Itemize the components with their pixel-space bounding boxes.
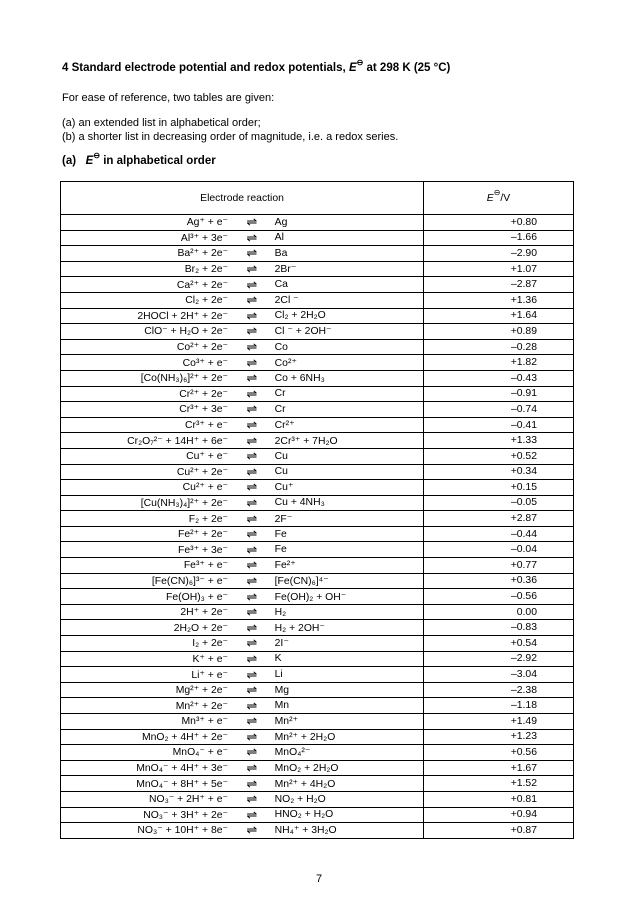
reaction-left: Fe(OH)₃ + e⁻ bbox=[61, 589, 233, 605]
page-number: 7 bbox=[315, 873, 323, 885]
reaction-right: Co bbox=[272, 339, 424, 355]
reaction-left: NO₃⁻ + 10H⁺ + 8e⁻ bbox=[61, 823, 233, 839]
reaction-left: Li⁺ + e⁻ bbox=[61, 667, 233, 683]
reaction-right: K bbox=[272, 651, 424, 667]
reaction-right: Cu⁺ bbox=[272, 480, 424, 496]
potential-value: +1.33 bbox=[424, 433, 574, 449]
table-row bbox=[61, 448, 574, 464]
equilibrium-arrow-icon: ⇌ bbox=[232, 542, 272, 558]
list-item-a: (a) an extended list in alphabetical order; bbox=[62, 117, 261, 129]
potential-value: –0.74 bbox=[424, 402, 574, 418]
reaction-right: Mn bbox=[272, 698, 424, 714]
table-row bbox=[61, 714, 574, 730]
reaction-right: Ba bbox=[272, 246, 424, 262]
reaction-left: Al³⁺ + 3e⁻ bbox=[61, 230, 233, 246]
reaction-right: Cr²⁺ bbox=[272, 417, 424, 433]
equilibrium-arrow-icon: ⇌ bbox=[232, 791, 272, 807]
reaction-right: 2Br⁻ bbox=[272, 261, 424, 277]
reaction-right: Ag bbox=[272, 215, 424, 231]
reaction-left: Cr₂O₇²⁻ + 14H⁺ + 6e⁻ bbox=[61, 433, 233, 449]
table-row bbox=[61, 542, 574, 558]
potential-value: +1.49 bbox=[424, 714, 574, 730]
reaction-right: H₂ + 2OH⁻ bbox=[272, 620, 424, 636]
reaction-left: [Cu(NH₃)₄]²⁺ + 2e⁻ bbox=[61, 495, 233, 511]
equilibrium-arrow-icon: ⇌ bbox=[232, 464, 272, 480]
reaction-left: MnO₄⁻ + 8H⁺ + 5e⁻ bbox=[61, 776, 233, 792]
reaction-right: Cr bbox=[272, 402, 424, 418]
reaction-right: 2Cl ⁻ bbox=[272, 292, 424, 308]
table-row bbox=[61, 776, 574, 792]
equilibrium-arrow-icon: ⇌ bbox=[232, 277, 272, 293]
table-row bbox=[61, 698, 574, 714]
table-row bbox=[61, 417, 574, 433]
potential-value: 0.00 bbox=[424, 604, 574, 620]
potential-value: –2.92 bbox=[424, 651, 574, 667]
equilibrium-arrow-icon: ⇌ bbox=[232, 558, 272, 574]
table-row bbox=[61, 495, 574, 511]
header-potential-unit: /V bbox=[500, 192, 511, 204]
reaction-right: Cl ⁻ + 2OH⁻ bbox=[272, 324, 424, 340]
reaction-right: Mn²⁺ + 4H₂O bbox=[272, 776, 424, 792]
table-row bbox=[61, 230, 574, 246]
potential-value: –0.04 bbox=[424, 542, 574, 558]
reaction-left: MnO₂ + 4H⁺ + 2e⁻ bbox=[61, 729, 233, 745]
equilibrium-arrow-icon: ⇌ bbox=[232, 495, 272, 511]
reaction-left: Cu²⁺ + e⁻ bbox=[61, 480, 233, 496]
reaction-left: Co³⁺ + e⁻ bbox=[61, 355, 233, 371]
equilibrium-arrow-icon: ⇌ bbox=[232, 636, 272, 652]
reaction-left: K⁺ + e⁻ bbox=[61, 651, 233, 667]
table-row bbox=[61, 791, 574, 807]
potential-value: +0.87 bbox=[424, 823, 574, 839]
table-row bbox=[61, 823, 574, 839]
table-header-row bbox=[61, 182, 574, 215]
reaction-right: Fe²⁺ bbox=[272, 558, 424, 574]
reaction-left: [Fe(CN)₆]³⁻ + e⁻ bbox=[61, 573, 233, 589]
reaction-right: Li bbox=[272, 667, 424, 683]
table-row bbox=[61, 636, 574, 652]
equilibrium-arrow-icon: ⇌ bbox=[232, 402, 272, 418]
table-row bbox=[61, 433, 574, 449]
intro-text: For ease of reference, two tables are given: bbox=[62, 92, 275, 104]
potential-value: –3.04 bbox=[424, 667, 574, 683]
equilibrium-arrow-icon: ⇌ bbox=[232, 620, 272, 636]
equilibrium-arrow-icon: ⇌ bbox=[232, 355, 272, 371]
reaction-right: Ca bbox=[272, 277, 424, 293]
reaction-left: 2H⁺ + 2e⁻ bbox=[61, 604, 233, 620]
equilibrium-arrow-icon: ⇌ bbox=[232, 776, 272, 792]
reaction-right: H₂ bbox=[272, 604, 424, 620]
potential-value: –0.56 bbox=[424, 589, 574, 605]
potential-value: –0.83 bbox=[424, 620, 574, 636]
equilibrium-arrow-icon: ⇌ bbox=[232, 807, 272, 823]
equilibrium-arrow-icon: ⇌ bbox=[232, 386, 272, 402]
reaction-left: NO₃⁻ + 3H⁺ + 2e⁻ bbox=[61, 807, 233, 823]
equilibrium-arrow-icon: ⇌ bbox=[232, 433, 272, 449]
equilibrium-arrow-icon: ⇌ bbox=[232, 760, 272, 776]
reaction-left: Fe³⁺ + 3e⁻ bbox=[61, 542, 233, 558]
reaction-right: Cu + 4NH₃ bbox=[272, 495, 424, 511]
table-row bbox=[61, 386, 574, 402]
reaction-left: F₂ + 2e⁻ bbox=[61, 511, 233, 527]
table-body bbox=[61, 215, 574, 839]
potential-value: –0.28 bbox=[424, 339, 574, 355]
potential-value: +0.56 bbox=[424, 745, 574, 761]
potential-value: –2.38 bbox=[424, 682, 574, 698]
reaction-left: Cu⁺ + e⁻ bbox=[61, 448, 233, 464]
potential-value: –0.44 bbox=[424, 526, 574, 542]
potential-value: +0.81 bbox=[424, 791, 574, 807]
potential-value: –1.66 bbox=[424, 230, 574, 246]
potential-value: –0.91 bbox=[424, 386, 574, 402]
table-row bbox=[61, 745, 574, 761]
potential-value: +0.77 bbox=[424, 558, 574, 574]
plimsoll-icon: ⊖ bbox=[356, 58, 364, 67]
table-row bbox=[61, 807, 574, 823]
equilibrium-arrow-icon: ⇌ bbox=[232, 698, 272, 714]
equilibrium-arrow-icon: ⇌ bbox=[232, 230, 272, 246]
reaction-right: Cr bbox=[272, 386, 424, 402]
equilibrium-arrow-icon: ⇌ bbox=[232, 526, 272, 542]
equilibrium-arrow-icon: ⇌ bbox=[232, 589, 272, 605]
equilibrium-arrow-icon: ⇌ bbox=[232, 682, 272, 698]
potential-value: +0.80 bbox=[424, 215, 574, 231]
header-potential bbox=[424, 182, 574, 215]
table-row bbox=[61, 573, 574, 589]
equilibrium-arrow-icon: ⇌ bbox=[232, 714, 272, 730]
reaction-right: [Fe(CN)₆]⁴⁻ bbox=[272, 573, 424, 589]
table-row bbox=[61, 558, 574, 574]
equilibrium-arrow-icon: ⇌ bbox=[232, 370, 272, 386]
table-row bbox=[61, 760, 574, 776]
reaction-left: MnO₄⁻ + e⁻ bbox=[61, 745, 233, 761]
potential-value: +2.87 bbox=[424, 511, 574, 527]
reaction-right: Mn²⁺ + 2H₂O bbox=[272, 729, 424, 745]
reaction-right: Cu bbox=[272, 464, 424, 480]
equilibrium-arrow-icon: ⇌ bbox=[232, 324, 272, 340]
table-row bbox=[61, 292, 574, 308]
potential-value: –2.87 bbox=[424, 277, 574, 293]
electrode-potential-table bbox=[60, 181, 574, 839]
potential-value: +0.89 bbox=[424, 324, 574, 340]
equilibrium-arrow-icon: ⇌ bbox=[232, 448, 272, 464]
reaction-left: Cr³⁺ + e⁻ bbox=[61, 417, 233, 433]
potential-value: +0.94 bbox=[424, 807, 574, 823]
potential-value: +0.34 bbox=[424, 464, 574, 480]
table-row bbox=[61, 589, 574, 605]
equilibrium-arrow-icon: ⇌ bbox=[232, 246, 272, 262]
reaction-left: Br₂ + 2e⁻ bbox=[61, 261, 233, 277]
section-heading-prefix: 4 Standard electrode potential and redox potentials, bbox=[62, 62, 346, 74]
potential-value: +1.82 bbox=[424, 355, 574, 371]
reaction-left: Mn²⁺ + 2e⁻ bbox=[61, 698, 233, 714]
reaction-left: Co²⁺ + 2e⁻ bbox=[61, 339, 233, 355]
equilibrium-arrow-icon: ⇌ bbox=[232, 417, 272, 433]
reaction-right: MnO₂ + 2H₂O bbox=[272, 760, 424, 776]
table-row bbox=[61, 729, 574, 745]
reaction-right: NH₄⁺ + 3H₂O bbox=[272, 823, 424, 839]
potential-value: +0.36 bbox=[424, 573, 574, 589]
reaction-right: HNO₂ + H₂O bbox=[272, 807, 424, 823]
reaction-right: Mn²⁺ bbox=[272, 714, 424, 730]
table-row bbox=[61, 277, 574, 293]
reaction-left: Cl₂ + 2e⁻ bbox=[61, 292, 233, 308]
table-row bbox=[61, 324, 574, 340]
potential-value: –2.90 bbox=[424, 246, 574, 262]
header-electrode-reaction: Electrode reaction bbox=[61, 182, 424, 215]
table-row bbox=[61, 480, 574, 496]
reaction-left: I₂ + 2e⁻ bbox=[61, 636, 233, 652]
list-item-b: (b) a shorter list in decreasing order of magnitude, i.e. a redox series. bbox=[62, 131, 399, 143]
table-row bbox=[61, 620, 574, 636]
equilibrium-arrow-icon: ⇌ bbox=[232, 604, 272, 620]
table-row bbox=[61, 308, 574, 324]
reaction-right: Cu bbox=[272, 448, 424, 464]
reaction-left: ClO⁻ + H₂O + 2e⁻ bbox=[61, 324, 233, 340]
equilibrium-arrow-icon: ⇌ bbox=[232, 745, 272, 761]
subsection-heading-suffix: in alphabetical order bbox=[103, 155, 216, 167]
reaction-right: 2Cr³⁺ + 7H₂O bbox=[272, 433, 424, 449]
reaction-left: [Co(NH₃)₆]²⁺ + 2e⁻ bbox=[61, 370, 233, 386]
reaction-left: Mn³⁺ + e⁻ bbox=[61, 714, 233, 730]
reaction-right: MnO₄²⁻ bbox=[272, 745, 424, 761]
reaction-right: Fe bbox=[272, 542, 424, 558]
reaction-left: MnO₄⁻ + 4H⁺ + 3e⁻ bbox=[61, 760, 233, 776]
table-row bbox=[61, 246, 574, 262]
potential-value: –0.41 bbox=[424, 417, 574, 433]
equilibrium-arrow-icon: ⇌ bbox=[232, 480, 272, 496]
potential-value: –1.18 bbox=[424, 698, 574, 714]
reaction-right: 2I⁻ bbox=[272, 636, 424, 652]
reaction-left: Cr²⁺ + 2e⁻ bbox=[61, 386, 233, 402]
reaction-left: Mg²⁺ + 2e⁻ bbox=[61, 682, 233, 698]
potential-value: –0.05 bbox=[424, 495, 574, 511]
equilibrium-arrow-icon: ⇌ bbox=[232, 339, 272, 355]
reaction-left: Ca²⁺ + 2e⁻ bbox=[61, 277, 233, 293]
reaction-left: Fe²⁺ + 2e⁻ bbox=[61, 526, 233, 542]
table-row bbox=[61, 511, 574, 527]
reaction-left: Ba²⁺ + 2e⁻ bbox=[61, 246, 233, 262]
e-standard-symbol: E bbox=[85, 155, 94, 167]
equilibrium-arrow-icon: ⇌ bbox=[232, 308, 272, 324]
table-row bbox=[61, 261, 574, 277]
table-row bbox=[61, 604, 574, 620]
section-heading bbox=[62, 58, 451, 74]
table-row bbox=[61, 402, 574, 418]
reaction-left: Cu²⁺ + 2e⁻ bbox=[61, 464, 233, 480]
reaction-right: NO₂ + H₂O bbox=[272, 791, 424, 807]
potential-value: –0.43 bbox=[424, 370, 574, 386]
table-row bbox=[61, 355, 574, 371]
plimsoll-icon: ⊖ bbox=[493, 187, 501, 197]
potential-value: +0.54 bbox=[424, 636, 574, 652]
equilibrium-arrow-icon: ⇌ bbox=[232, 667, 272, 683]
equilibrium-arrow-icon: ⇌ bbox=[232, 292, 272, 308]
reaction-right: Cl₂ + 2H₂O bbox=[272, 308, 424, 324]
reaction-right: Fe bbox=[272, 526, 424, 542]
table-row bbox=[61, 651, 574, 667]
potential-value: +1.67 bbox=[424, 760, 574, 776]
potential-value: +1.64 bbox=[424, 308, 574, 324]
subsection-heading bbox=[62, 151, 216, 167]
reaction-left: Ag⁺ + e⁻ bbox=[61, 215, 233, 231]
equilibrium-arrow-icon: ⇌ bbox=[232, 215, 272, 231]
potential-value: +1.07 bbox=[424, 261, 574, 277]
equilibrium-arrow-icon: ⇌ bbox=[232, 573, 272, 589]
table-row bbox=[61, 464, 574, 480]
reaction-right: Co + 6NH₃ bbox=[272, 370, 424, 386]
reaction-left: 2HOCl + 2H⁺ + 2e⁻ bbox=[61, 308, 233, 324]
reaction-right: Fe(OH)₂ + OH⁻ bbox=[272, 589, 424, 605]
potential-value: +1.52 bbox=[424, 776, 574, 792]
reaction-right: Mg bbox=[272, 682, 424, 698]
equilibrium-arrow-icon: ⇌ bbox=[232, 729, 272, 745]
reaction-left: Cr³⁺ + 3e⁻ bbox=[61, 402, 233, 418]
table-row bbox=[61, 682, 574, 698]
table-row bbox=[61, 667, 574, 683]
potential-value: +1.36 bbox=[424, 292, 574, 308]
equilibrium-arrow-icon: ⇌ bbox=[232, 511, 272, 527]
section-heading-suffix: at 298 K (25 °C) bbox=[366, 62, 451, 74]
table-row bbox=[61, 339, 574, 355]
plimsoll-icon: ⊖ bbox=[93, 151, 101, 160]
reaction-left: 2H₂O + 2e⁻ bbox=[61, 620, 233, 636]
table-row bbox=[61, 526, 574, 542]
potential-value: +0.52 bbox=[424, 448, 574, 464]
reaction-right: Co²⁺ bbox=[272, 355, 424, 371]
table-row bbox=[61, 370, 574, 386]
equilibrium-arrow-icon: ⇌ bbox=[232, 823, 272, 839]
reaction-right: 2F⁻ bbox=[272, 511, 424, 527]
potential-value: +1.23 bbox=[424, 729, 574, 745]
e-standard-symbol: E bbox=[348, 62, 357, 74]
reaction-right: Al bbox=[272, 230, 424, 246]
subsection-heading-prefix: (a) bbox=[62, 155, 77, 167]
equilibrium-arrow-icon: ⇌ bbox=[232, 261, 272, 277]
e-standard-symbol: E bbox=[486, 192, 494, 204]
reaction-left: NO₃⁻ + 2H⁺ + e⁻ bbox=[61, 791, 233, 807]
equilibrium-arrow-icon: ⇌ bbox=[232, 651, 272, 667]
table-row bbox=[61, 215, 574, 231]
potential-value: +0.15 bbox=[424, 480, 574, 496]
reaction-left: Fe³⁺ + e⁻ bbox=[61, 558, 233, 574]
